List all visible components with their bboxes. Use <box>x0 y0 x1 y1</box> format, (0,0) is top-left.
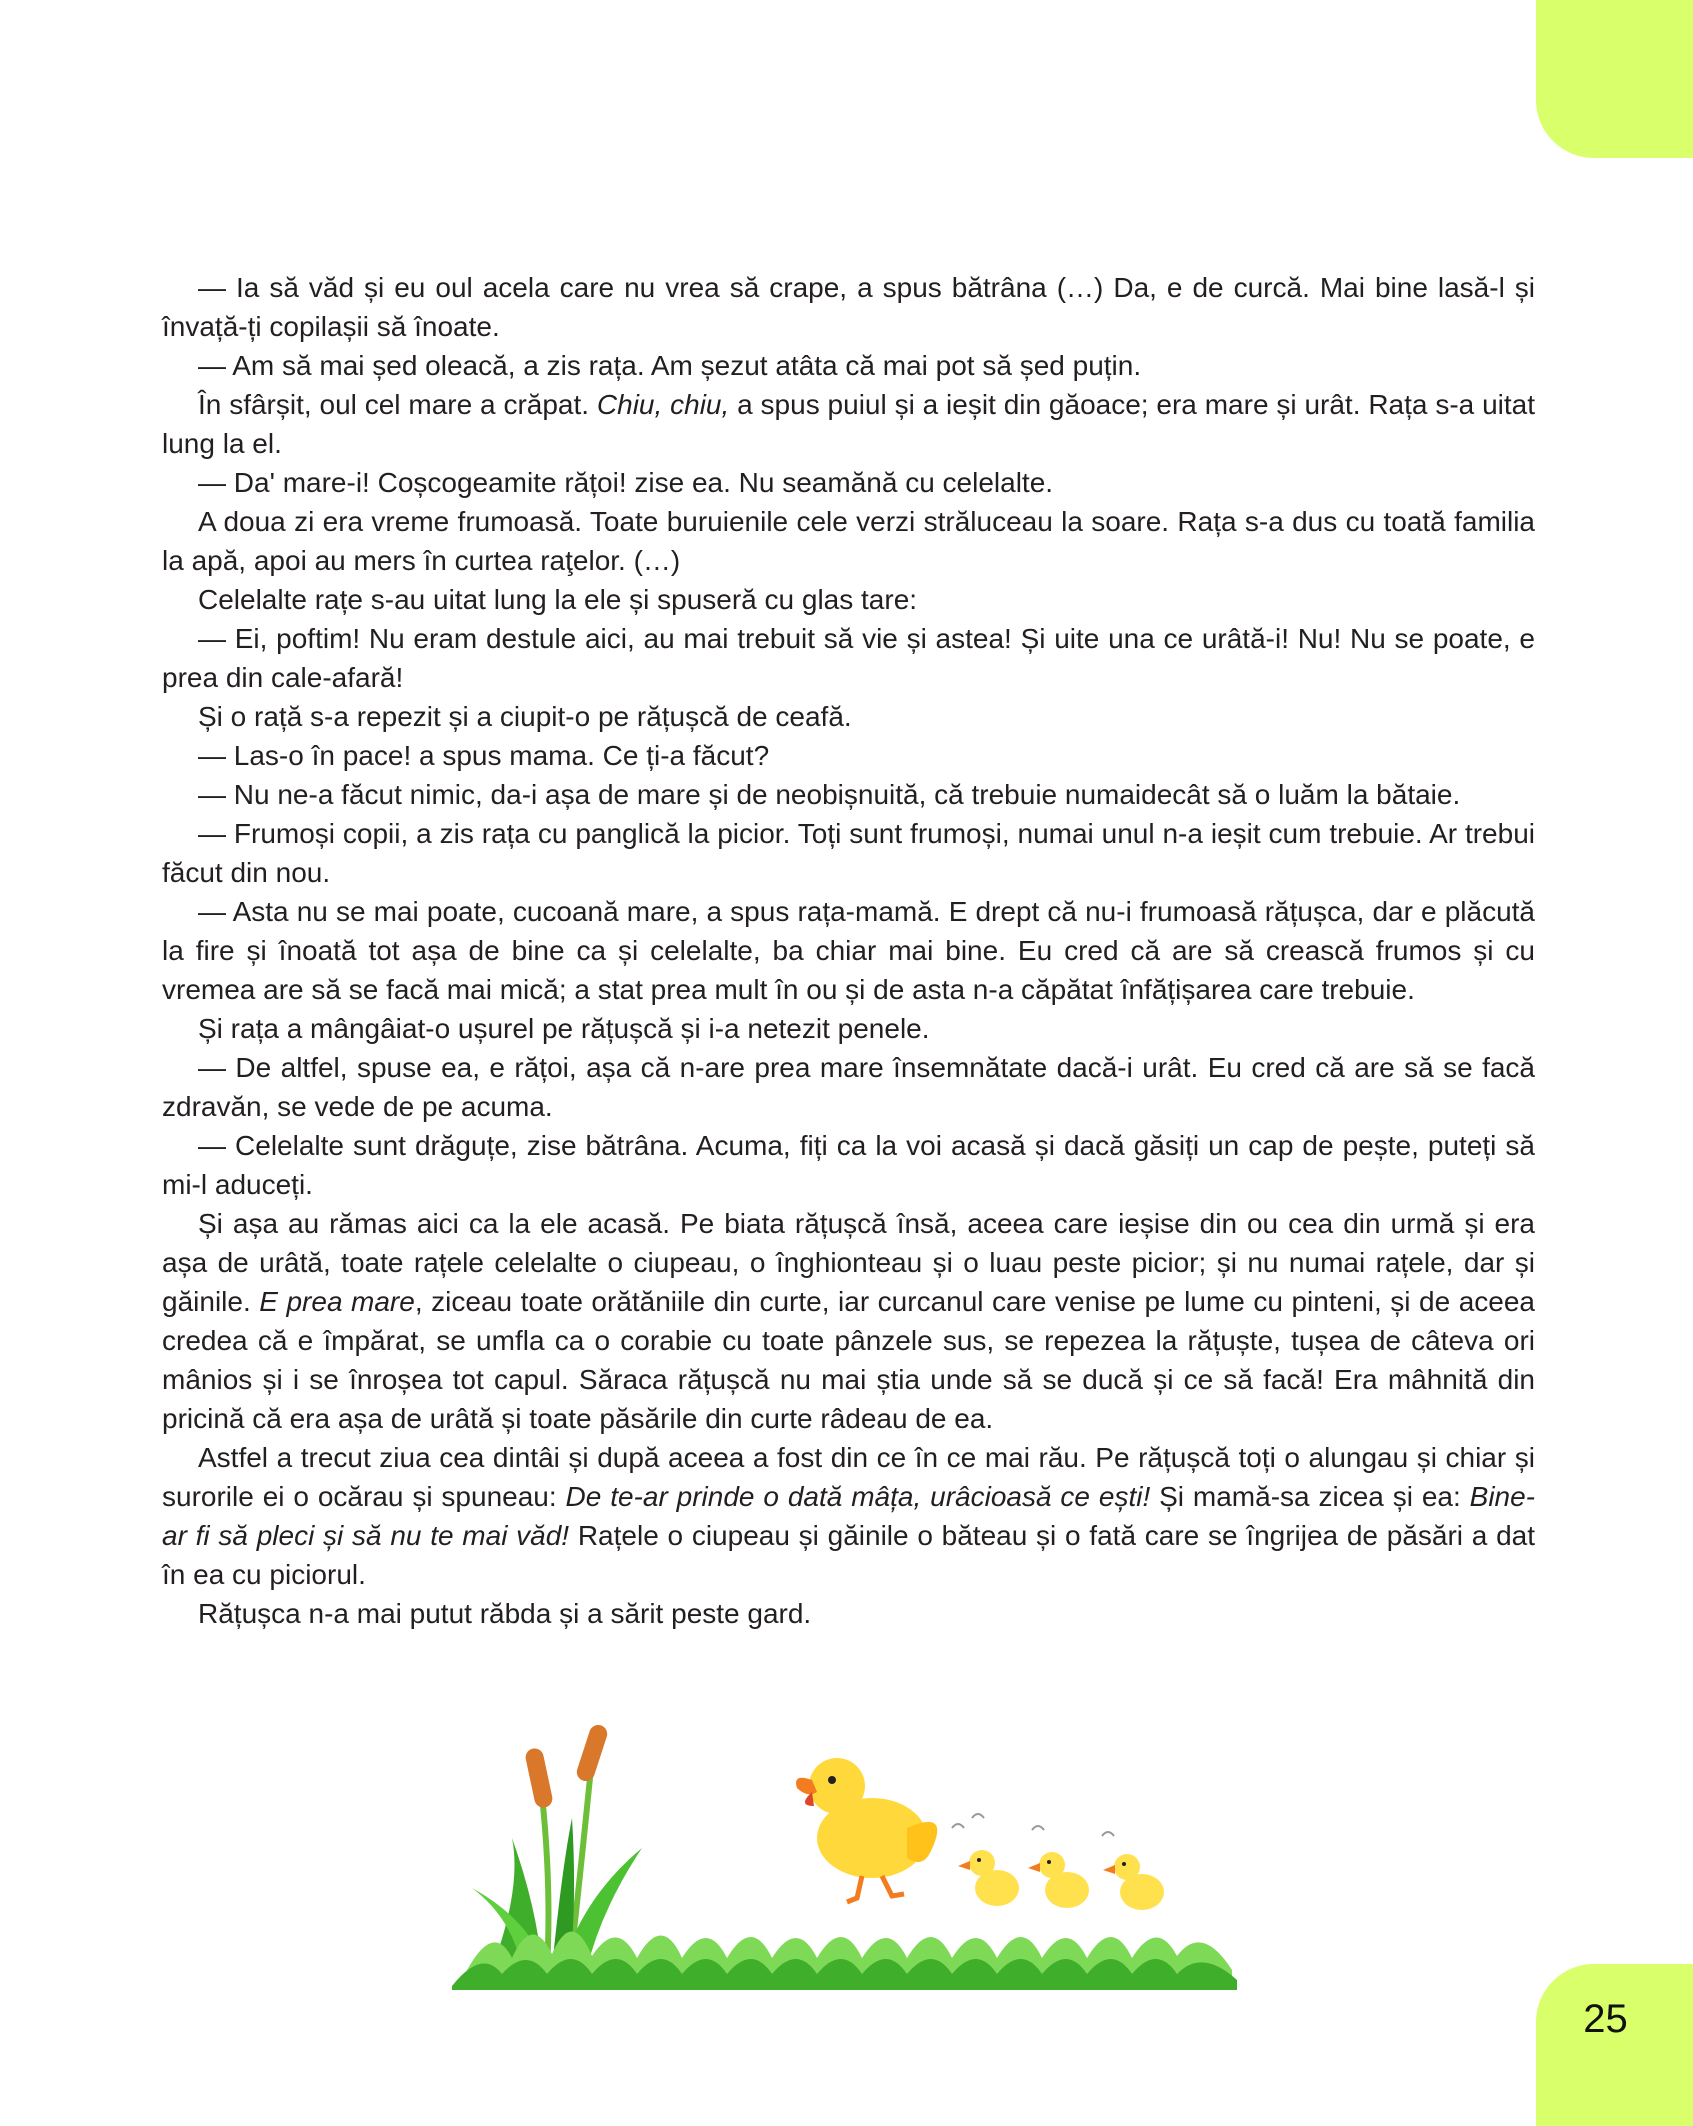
story-paragraph <box>162 1594 1535 1633</box>
story-paragraph <box>162 775 1535 814</box>
story-paragraph <box>162 697 1535 736</box>
text-segment: Și așa au rămas aici ca la ele acasă. Pe biata rățușcă însă, aceea care ieșise din ou cea din urmă și era așa de urâtă, toate rațele celelalte o ciupeau, o înghionteau și o luau peste picior; și nu numai rațele, dar și găinile. <box>162 1208 1535 1317</box>
text-segment: Și mamă-sa zicea și ea: <box>1150 1481 1470 1512</box>
story-paragraph <box>162 892 1535 1009</box>
text-segment: — Asta nu se mai poate, cucoană mare, a spus rața-mamă. E drept că nu-i frumoasă rățușca, dar e plăcută la fire și înoată tot așa de bine ca și celelalte, ba chiar mai bine. Eu cred că are să crească frumos și cu vremea are să se facă mai mică; a stat prea mult în ou și de asta n-a căpătat înfățișarea care trebuie. <box>162 896 1535 1005</box>
text-segment: Rățușca n-a mai putut răbda și a sărit peste gard. <box>198 1598 812 1629</box>
text-segment: Celelalte rațe s-au uitat lung la ele și spuseră cu glas tare: <box>198 584 918 615</box>
story-paragraph <box>162 1204 1535 1438</box>
story-text <box>162 268 1535 1633</box>
text-segment: Și o rață s-a repezit și a ciupit-o pe rățușcă de ceafă. <box>198 701 852 732</box>
corner-tab <box>1536 0 1693 158</box>
story-paragraph <box>162 1048 1535 1126</box>
text-segment: — Nu ne-a făcut nimic, da-i așa de mare și de neobișnuită, că trebuie numaidecât să o luăm la bătaie. <box>198 779 1461 810</box>
text-segment: În sfârșit, oul cel mare a crăpat. <box>198 389 597 420</box>
text-segment: Și rața a mângâiat-o ușurel pe rățușcă și i-a netezit penele. <box>198 1013 930 1044</box>
ducklings-illustration <box>952 1814 1164 1910</box>
story-paragraph <box>162 1126 1535 1204</box>
story-paragraph <box>162 1009 1535 1048</box>
italic-text-segment: Chiu, chiu, <box>596 389 730 420</box>
text-segment: — Celelalte sunt drăguțe, zise bătrâna. Acuma, fiți ca la voi acasă și dacă găsiți un cap de pește, puteți să mi-l aduceți. <box>162 1130 1535 1200</box>
text-segment: — Ia să văd și eu oul acela care nu vrea să crape, a spus bătrâna (…) Da, e de curcă. Mai bine lasă-l și învață-ți copilașii să înoate. <box>162 272 1535 342</box>
story-paragraph <box>162 385 1535 463</box>
italic-text-segment: E prea mare <box>259 1286 415 1317</box>
story-paragraph <box>162 1438 1535 1594</box>
duck-family-illustration <box>452 1718 1242 1990</box>
italic-text-segment: Bine-ar fi să pleci și să nu te mai văd! <box>162 1481 1536 1551</box>
text-segment: — Frumoși copii, a zis rața cu panglică la picior. Toți sunt frumoși, numai unul n-a ieșit cum trebuie. Ar trebui făcut din nou. <box>162 818 1535 888</box>
text-segment: , ziceau toate orătăniile din curte, iar curcanul care venise pe lume cu pinteni, și de aceea credea că e împărat, se umfla ca o corabie cu toate pânzele sus, se repezea la rățuște, tușea de câteva ori mânios și i se înroșea tot capul. Săraca rățușcă nu mai știa unde să se ducă și ce să facă! Era mâhnită din pricină că era așa de urâtă și toate păsările din curte râdeau de ea. <box>162 1286 1536 1434</box>
page-number-box <box>1536 1964 1693 2126</box>
text-segment: — Am să mai șed oleacă, a zis rața. Am șezut atâta că mai pot să șed puțin. <box>198 350 1142 381</box>
text-segment: — De altfel, spuse ea, e rățoi, așa că n-are prea mare însemnătate dacă-i urât. Eu cred că are să se facă zdravăn, se vede de pe acuma. <box>162 1052 1535 1122</box>
grass-illustration <box>452 1931 1237 1990</box>
story-paragraph <box>162 736 1535 775</box>
story-paragraph <box>162 814 1535 892</box>
story-paragraph <box>162 619 1535 697</box>
story-paragraph <box>162 463 1535 502</box>
story-paragraph <box>162 268 1535 346</box>
text-segment: — Ei, poftim! Nu eram destule aici, au mai trebuit să vie și astea! Și uite una ce urâtă-i! Nu! Nu se poate, e prea din cale-afară! <box>162 623 1535 693</box>
text-segment: a spus puiul și a ieșit din găoace; era mare și urât. Rața s-a uitat lung la el. <box>162 389 1536 459</box>
text-segment: Rațele o ciupeau și găinile o băteau și o fată care se îngrijea de păsări a dat în ea cu piciorul. <box>162 1520 1535 1590</box>
reed-illustration <box>472 1723 642 1968</box>
page-number: 25 <box>1583 1996 1628 2041</box>
story-paragraph <box>162 346 1535 385</box>
text-segment: — Da' mare-i! Coșcogeamite rățoi! zise ea. Nu seamănă cu celelalte. <box>198 467 1054 498</box>
text-segment: A doua zi era vreme frumoasă. Toate buruienile cele verzi străluceau la soare. Rața s-a dus cu toată familia la apă, apoi au mers în curtea raţelor. (…) <box>162 506 1535 576</box>
mother-duck-illustration <box>796 1758 937 1902</box>
text-segment: Astfel a trecut ziua cea dintâi și după aceea a fost din ce în ce mai rău. Pe rățușcă toți o alungau și chiar și surorile ei o ocărau și spuneau: <box>162 1442 1535 1512</box>
text-segment: — Las-o în pace! a spus mama. Ce ți-a făcut? <box>198 740 770 771</box>
story-paragraph <box>162 580 1535 619</box>
italic-text-segment: De te-ar prinde o dată mâța, urâcioasă ce ești! <box>565 1481 1151 1512</box>
story-paragraph <box>162 502 1535 580</box>
